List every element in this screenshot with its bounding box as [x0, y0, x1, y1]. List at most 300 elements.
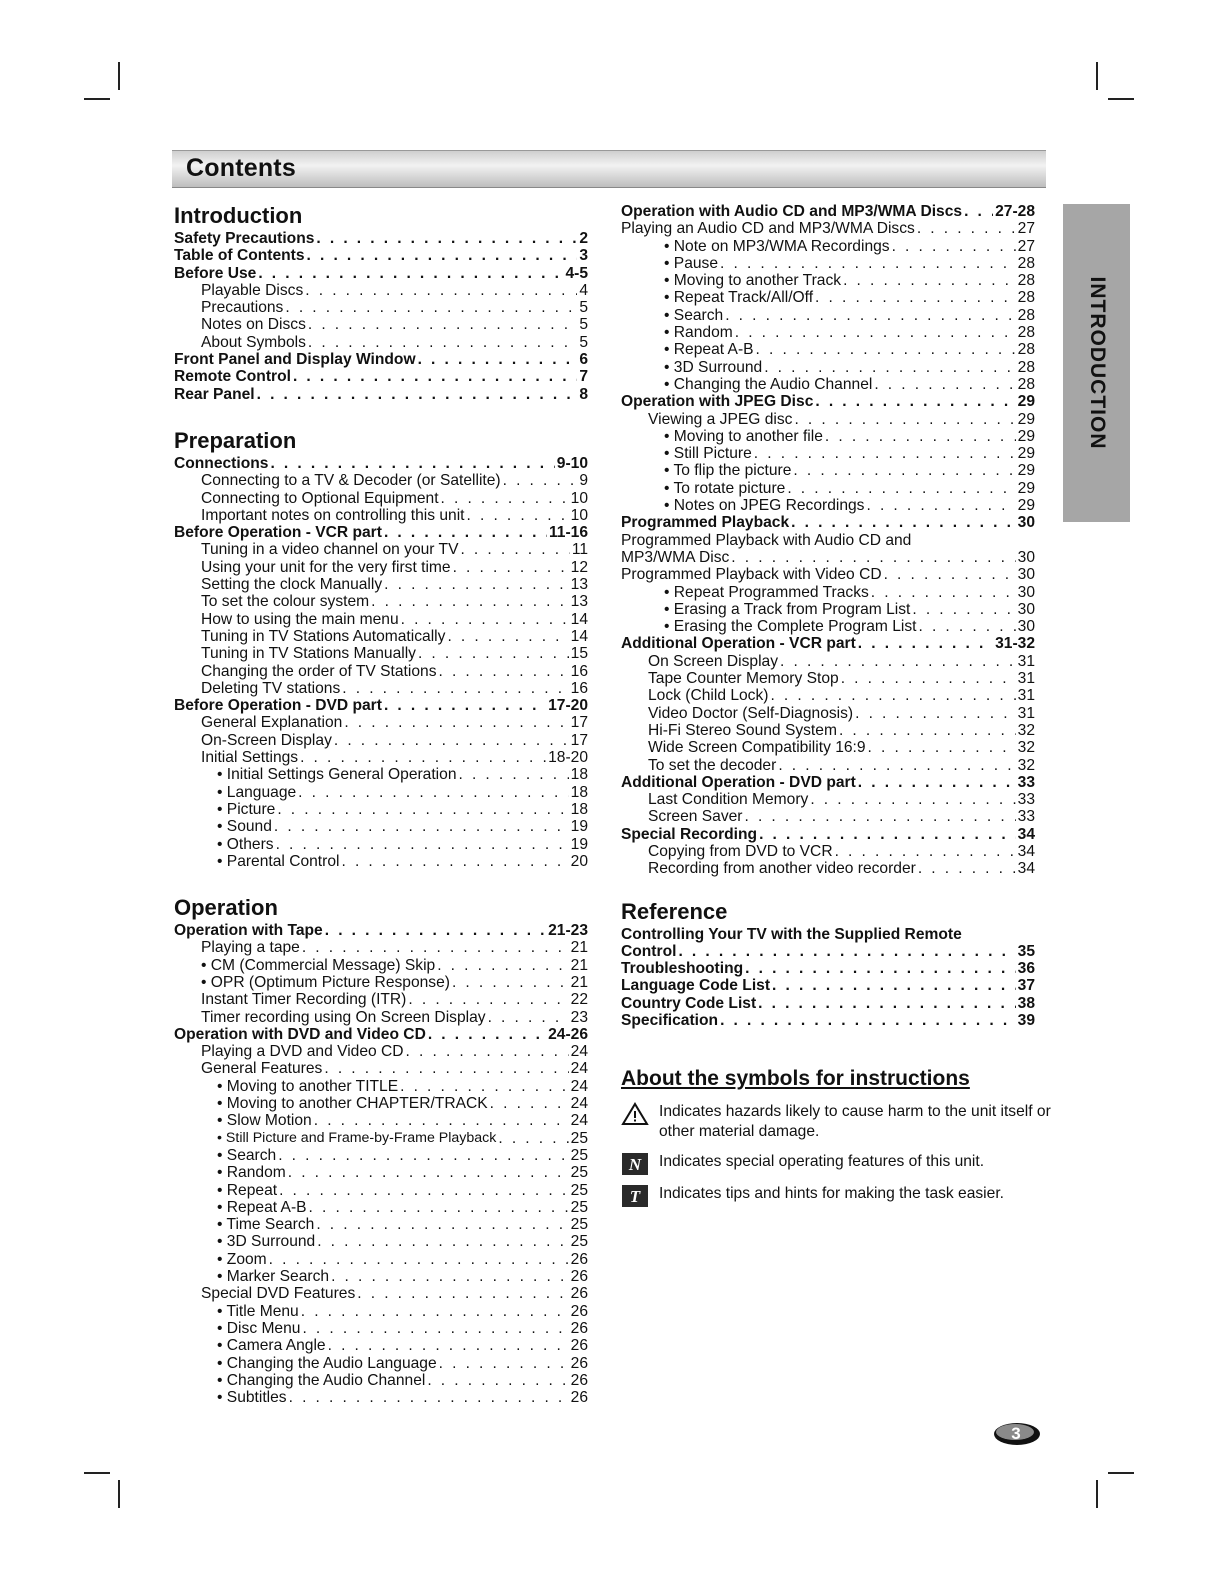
toc-entry[interactable] — [174, 507, 588, 524]
toc-entry-title: • To rotate picture — [664, 479, 786, 497]
toc-entry[interactable] — [621, 843, 1035, 860]
toc-entry[interactable] — [621, 341, 1035, 358]
toc-entry[interactable] — [174, 818, 588, 835]
dot-leader — [300, 749, 546, 766]
dot-leader — [772, 977, 1016, 994]
toc-entry[interactable] — [174, 1199, 588, 1216]
toc-entry-title: Initial Settings — [201, 749, 299, 767]
toc-entry-main[interactable] — [174, 524, 588, 541]
toc-entry-title: • Parental Control — [217, 852, 340, 870]
dot-leader — [384, 576, 568, 593]
dot-leader — [745, 960, 1016, 977]
toc-entry-title: Video Doctor (Self-Diagnosis) — [648, 704, 854, 722]
toc-entry-title: • Moving to another CHAPTER/TRACK — [217, 1095, 488, 1113]
toc-page-number: 7 — [579, 368, 588, 386]
dot-leader — [341, 853, 568, 870]
toc-entry-title: Instant Timer Recording (ITR) — [201, 991, 407, 1009]
toc-entry[interactable] — [174, 559, 588, 576]
toc-entry[interactable] — [174, 991, 588, 1008]
toc-entry[interactable] — [621, 480, 1035, 497]
toc-entry-title: • Random — [217, 1164, 286, 1182]
toc-page-number: 3 — [579, 247, 588, 265]
toc-entry-title: • Erasing the Complete Program List — [664, 618, 917, 636]
toc-entry[interactable] — [174, 1130, 588, 1147]
toc-entry-title: • OPR (Optimum Picture Response) — [201, 973, 450, 991]
dot-leader — [309, 1199, 569, 1216]
dot-leader — [428, 1026, 546, 1043]
toc-page-number: 25 — [570, 1129, 588, 1147]
dot-leader — [498, 1130, 568, 1147]
toc-entry[interactable] — [621, 324, 1035, 341]
dot-leader — [308, 316, 577, 333]
toc-entry[interactable] — [174, 1009, 588, 1026]
symbols-section — [621, 1064, 1051, 1208]
toc-entry-main[interactable] — [174, 386, 588, 403]
dot-leader — [279, 1182, 569, 1199]
toc-entry[interactable] — [174, 1216, 588, 1233]
toc-entry[interactable] — [621, 705, 1035, 722]
toc-left-column — [174, 200, 588, 1406]
toc-entry-title: Last Condition Memory — [648, 791, 809, 809]
toc-entry[interactable] — [174, 1147, 588, 1164]
section-heading: Reference — [621, 898, 728, 924]
toc-entry-title: Tuning in TV Stations Automatically — [201, 627, 446, 645]
toc-entry-title: Operation with DVD and Video CD — [174, 1025, 426, 1043]
toc-entry[interactable] — [174, 801, 588, 818]
toc-entry-main[interactable] — [621, 774, 1035, 791]
toc-page-number: 19 — [570, 835, 588, 853]
toc-entry-title: • Search — [664, 306, 724, 324]
dot-leader — [331, 1268, 569, 1285]
toc-page-number: 36 — [1017, 960, 1035, 978]
toc-page-number: 17-20 — [548, 697, 588, 715]
toc-entry[interactable] — [174, 316, 588, 333]
dot-leader — [778, 757, 1015, 774]
dot-leader — [918, 860, 1016, 877]
toc-entry-title: • Time Search — [217, 1216, 315, 1234]
crop-mark — [1096, 62, 1098, 90]
toc-entry-title: Special DVD Features — [201, 1285, 356, 1303]
toc-entry-title: Specification — [621, 1012, 719, 1030]
toc-entry[interactable] — [174, 1268, 588, 1285]
toc-entry[interactable] — [174, 766, 588, 783]
toc-page-number: 28 — [1017, 254, 1035, 272]
toc-entry[interactable] — [174, 1043, 588, 1060]
crop-mark — [1108, 1472, 1134, 1474]
section-spacer — [621, 878, 1035, 896]
toc-page-number: 13 — [570, 593, 588, 611]
toc-entry[interactable] — [174, 836, 588, 853]
toc-entry-title: • 3D Surround — [664, 358, 763, 376]
toc-page-number: 26 — [570, 1319, 588, 1337]
toc-entry[interactable] — [174, 1372, 588, 1389]
dot-leader — [439, 1355, 569, 1372]
toc-page-number: 28 — [1017, 341, 1035, 359]
toc-entry-title: • Marker Search — [217, 1268, 330, 1286]
toc-entry-main[interactable] — [621, 977, 1035, 994]
toc-page-number: 15 — [570, 645, 588, 663]
toc-entry[interactable] — [174, 1285, 588, 1302]
toc-entry[interactable] — [621, 255, 1035, 272]
toc-entry[interactable] — [174, 472, 588, 489]
dot-leader — [325, 922, 546, 939]
dot-leader — [334, 732, 569, 749]
toc-entry-title: • Moving to another Track — [664, 272, 842, 290]
symbol-row — [621, 1184, 1051, 1208]
toc-page-number: 26 — [570, 1250, 588, 1268]
toc-page-number: 34 — [1017, 860, 1035, 878]
dot-leader — [460, 541, 569, 558]
dot-leader — [328, 1337, 569, 1354]
toc-page-number: 26 — [570, 1354, 588, 1372]
crop-mark — [84, 98, 110, 100]
toc-page-number: 6 — [579, 351, 588, 369]
dot-leader — [835, 843, 1016, 860]
toc-entry-main[interactable] — [174, 1026, 588, 1043]
dot-leader — [490, 1095, 569, 1112]
toc-entry-main[interactable] — [621, 826, 1035, 843]
toc-entry[interactable] — [174, 576, 588, 593]
toc-entry[interactable] — [621, 549, 1035, 566]
dot-leader — [841, 670, 1016, 687]
toc-entry[interactable] — [621, 601, 1035, 618]
toc-entry[interactable] — [174, 593, 588, 610]
section-heading: Preparation — [174, 427, 297, 453]
toc-page-number: 26 — [570, 1285, 588, 1303]
toc-entry-title: To set the colour system — [201, 593, 370, 611]
dot-leader — [439, 663, 569, 680]
toc-entry[interactable] — [621, 376, 1035, 393]
toc-page-number: 25 — [570, 1146, 588, 1164]
toc-entry[interactable] — [174, 1060, 588, 1077]
toc-page-number: 10 — [570, 506, 588, 524]
toc-entry[interactable] — [621, 289, 1035, 306]
toc-page-number: 32 — [1017, 756, 1035, 774]
toc-entry-main[interactable] — [621, 635, 1035, 652]
toc-entry[interactable] — [174, 714, 588, 731]
toc-entry-main[interactable] — [174, 351, 588, 368]
toc-entry-title: • Repeat Programmed Tracks — [664, 583, 869, 601]
dot-leader — [427, 1372, 568, 1389]
toc-page-number: 32 — [1017, 721, 1035, 739]
toc-entry[interactable] — [621, 808, 1035, 825]
toc-page-number: 9-10 — [556, 454, 588, 472]
section-tab — [1063, 204, 1130, 522]
dot-leader — [453, 559, 569, 576]
toc-entry-title: MP3/WMA Disc — [621, 548, 730, 566]
toc-page-number: 29 — [1017, 445, 1035, 463]
toc-right-column — [621, 203, 1035, 1029]
toc-page-number: 30 — [1017, 548, 1035, 566]
toc-entry[interactable] — [621, 497, 1035, 514]
toc-entry[interactable] — [174, 1251, 588, 1268]
toc-entry[interactable] — [621, 307, 1035, 324]
dot-leader — [892, 238, 1016, 255]
toc-page-number: 27-28 — [995, 203, 1035, 220]
toc-page-number: 25 — [570, 1216, 588, 1234]
dot-leader — [289, 1389, 569, 1406]
toc-entry-title: • Repeat A-B — [664, 341, 754, 359]
dot-leader — [825, 428, 1016, 445]
dot-leader — [302, 1320, 568, 1337]
toc-entry-title: • Search — [217, 1146, 277, 1164]
toc-page-number: 14 — [570, 627, 588, 645]
toc-page-number: 27 — [1017, 237, 1035, 255]
toc-page-number: 28 — [1017, 324, 1035, 342]
toc-entry-title: Screen Saver — [648, 808, 743, 826]
dot-leader — [793, 462, 1015, 479]
toc-entry-title: • Subtitles — [217, 1389, 287, 1407]
toc-page-number: 24 — [570, 1112, 588, 1130]
toc-entry[interactable] — [621, 757, 1035, 774]
toc-entry-title: How to using the main menu — [201, 610, 399, 628]
toc-page-number: 29 — [1017, 427, 1035, 445]
toc-entry-title: • Initial Settings General Operation — [217, 766, 457, 784]
toc-entry[interactable] — [621, 359, 1035, 376]
toc-page-number: 5 — [579, 333, 588, 351]
toc-entry-title: Operation with JPEG Disc — [621, 393, 814, 411]
toc-entry[interactable] — [621, 618, 1035, 635]
dot-leader — [307, 247, 578, 264]
toc-entry[interactable] — [174, 1095, 588, 1112]
toc-entry-title: Hi-Fi Stereo Sound System — [648, 721, 837, 739]
toc-entry-main[interactable] — [621, 1012, 1035, 1029]
dot-leader — [278, 1147, 568, 1164]
toc-page-number: 29 — [1017, 393, 1035, 411]
toc-entry-main[interactable] — [174, 368, 588, 385]
toc-entry[interactable] — [621, 566, 1035, 583]
symbol-row — [621, 1102, 1051, 1142]
toc-entry[interactable] — [174, 1337, 588, 1354]
dot-leader — [815, 393, 1015, 410]
toc-entry[interactable] — [174, 939, 588, 956]
toc-page-number: 31 — [1017, 670, 1035, 688]
dot-leader — [308, 334, 577, 351]
toc-entry-title: Recording from another video recorder — [648, 860, 916, 878]
toc-entry[interactable] — [174, 784, 588, 801]
toc-entry[interactable] — [174, 663, 588, 680]
toc-entry-title: Front Panel and Display Window — [174, 351, 416, 369]
toc-entry-title: Language Code List — [621, 977, 771, 995]
toc-page-number: 29 — [1017, 497, 1035, 515]
toc-page-number: 30 — [1017, 600, 1035, 618]
toc-entry-main[interactable] — [174, 455, 588, 472]
toc-page-number: 2 — [579, 230, 588, 247]
toc-entry[interactable] — [174, 749, 588, 766]
note-icon — [621, 1152, 649, 1176]
toc-entry[interactable] — [621, 272, 1035, 289]
toc-entry[interactable] — [174, 1355, 588, 1372]
toc-entry-title: Programmed Playback — [621, 514, 790, 532]
dot-leader — [418, 351, 578, 368]
toc-entry-main[interactable] — [621, 203, 1035, 220]
dot-leader — [503, 472, 578, 489]
toc-entry[interactable] — [174, 282, 588, 299]
toc-page-number: 21 — [570, 956, 588, 974]
toc-entry[interactable] — [174, 680, 588, 697]
toc-entry[interactable] — [174, 1164, 588, 1181]
dot-leader — [874, 376, 1015, 393]
toc-entry[interactable] — [621, 791, 1035, 808]
toc-entry[interactable] — [174, 490, 588, 507]
toc-entry-title: Safety Precautions — [174, 230, 315, 247]
toc-entry-main[interactable] — [174, 265, 588, 282]
toc-entry[interactable] — [174, 334, 588, 351]
toc-entry[interactable] — [174, 732, 588, 749]
toc-entry[interactable] — [621, 653, 1035, 670]
dot-leader — [371, 593, 569, 610]
toc-entry-title: Connections — [174, 454, 269, 472]
toc-entry[interactable] — [174, 853, 588, 870]
toc-entry[interactable] — [621, 238, 1035, 255]
toc-entry-main[interactable] — [174, 922, 588, 939]
toc-entry[interactable] — [621, 739, 1035, 756]
toc-entry-title: Programmed Playback with Video CD — [621, 566, 882, 584]
toc-page-number: 31 — [1017, 687, 1035, 705]
toc-page-number: 18-20 — [548, 749, 588, 767]
toc-page-number: 21 — [570, 939, 588, 957]
toc-page-number: 10 — [570, 489, 588, 507]
toc-entry-title: About Symbols — [201, 333, 306, 351]
dot-leader — [855, 705, 1016, 722]
toc-entry-title: Viewing a JPEG disc — [648, 410, 793, 428]
toc-entry-title: Lock (Child Lock) — [648, 687, 769, 705]
toc-entry[interactable] — [174, 1233, 588, 1250]
toc-entry-main[interactable] — [174, 247, 588, 264]
toc-text-line: Controlling Your TV with the Supplied Remote — [621, 925, 962, 943]
toc-entry-title: Rear Panel — [174, 385, 255, 403]
dot-leader — [866, 497, 1015, 514]
toc-page-number: 25 — [570, 1198, 588, 1216]
toc-entry-title: Connecting to a TV & Decoder (or Satellite) — [201, 472, 501, 490]
section-heading: Operation — [174, 895, 278, 921]
toc-entry[interactable] — [174, 1078, 588, 1095]
toc-entry[interactable] — [621, 670, 1035, 687]
dot-leader — [406, 1043, 569, 1060]
toc-page-number: 23 — [570, 1008, 588, 1026]
toc-entry[interactable] — [174, 299, 588, 316]
toc-entry[interactable] — [174, 628, 588, 645]
toc-entry-main[interactable] — [174, 697, 588, 714]
toc-page-number: 30 — [1017, 566, 1035, 584]
toc-entry[interactable] — [174, 645, 588, 662]
symbol-row — [621, 1152, 1051, 1176]
toc-entry-title: Before Use — [174, 264, 257, 282]
dot-leader — [437, 957, 568, 974]
toc-entry-main[interactable] — [621, 514, 1035, 531]
toc-entry-title: Troubleshooting — [621, 960, 744, 978]
toc-entry[interactable] — [621, 220, 1035, 237]
toc-entry-main[interactable] — [621, 995, 1035, 1012]
dot-leader — [756, 341, 1016, 358]
toc-page-number: 25 — [570, 1233, 588, 1251]
dot-leader — [400, 1078, 569, 1095]
toc-entry[interactable] — [174, 611, 588, 628]
dot-leader — [964, 203, 993, 220]
dot-leader — [274, 818, 569, 835]
toc-page-number: 39 — [1017, 1012, 1035, 1030]
toc-entry-title: General Explanation — [201, 714, 343, 732]
toc-entry-main[interactable] — [621, 943, 1035, 960]
section-spacer — [174, 870, 588, 892]
toc-entry[interactable] — [621, 445, 1035, 462]
toc-entry-main[interactable] — [174, 230, 588, 247]
dot-leader — [344, 714, 568, 731]
dot-leader — [759, 826, 1016, 843]
toc-entry-title: Timer recording using On Screen Display — [201, 1008, 486, 1026]
toc-entry[interactable] — [174, 1389, 588, 1406]
toc-page-number: 12 — [570, 558, 588, 576]
crop-mark — [118, 62, 120, 90]
toc-entry[interactable] — [621, 428, 1035, 445]
crop-mark — [1108, 98, 1134, 100]
toc-entry-title: • Zoom — [217, 1250, 267, 1268]
toc-entry-main[interactable] — [621, 960, 1035, 977]
toc-entry-title: Connecting to Optional Equipment — [201, 489, 439, 507]
toc-page-number: 25 — [570, 1164, 588, 1182]
toc-entry-title: Playing a DVD and Video CD — [201, 1043, 404, 1061]
toc-entry[interactable] — [621, 860, 1035, 877]
toc-page-number: 19 — [570, 818, 588, 836]
toc-page-number: 13 — [570, 576, 588, 594]
toc-page-number: 24-26 — [548, 1025, 588, 1043]
toc-entry[interactable] — [174, 1112, 588, 1129]
toc-entry[interactable] — [174, 1303, 588, 1320]
crop-mark — [1096, 1480, 1098, 1508]
page-title: Contents — [186, 154, 296, 182]
dot-leader — [791, 514, 1015, 531]
dot-leader — [342, 680, 568, 697]
toc-entry-title: • Erasing a Track from Program List — [664, 600, 911, 618]
toc-entry[interactable] — [174, 974, 588, 991]
toc-entry[interactable] — [621, 722, 1035, 739]
toc-page-number: 26 — [570, 1389, 588, 1407]
dot-leader — [839, 722, 1016, 739]
toc-entry[interactable] — [621, 411, 1035, 428]
toc-page-number: 18 — [570, 783, 588, 801]
toc-entry[interactable] — [174, 541, 588, 558]
toc-entry-title: • Others — [217, 835, 274, 853]
toc-page-number: 34 — [1017, 825, 1035, 843]
toc-entry-title: • Repeat — [217, 1181, 278, 1199]
toc-entry-title: On-Screen Display — [201, 731, 332, 749]
toc-entry[interactable] — [174, 957, 588, 974]
toc-entry-title: • Changing the Audio Channel — [664, 375, 873, 393]
toc-page-number: 24 — [570, 1060, 588, 1078]
dot-leader — [277, 801, 568, 818]
toc-entry-title: Tuning in TV Stations Manually — [201, 645, 416, 663]
toc-page-number: 29 — [1017, 410, 1035, 428]
dot-leader — [301, 1303, 569, 1320]
toc-entry-title: • Repeat A-B — [217, 1198, 307, 1216]
toc-entry-title: • Pause — [664, 254, 719, 272]
toc-entry[interactable] — [621, 687, 1035, 704]
dot-leader — [770, 687, 1015, 704]
contents-banner — [172, 150, 1046, 188]
toc-entry-main[interactable] — [621, 393, 1035, 410]
toc-entry[interactable] — [174, 1320, 588, 1337]
svg-text:T: T — [629, 1187, 641, 1206]
toc-entry[interactable] — [174, 1182, 588, 1199]
toc-page-number: 11 — [571, 541, 588, 559]
toc-entry-title: Notes on Discs — [201, 316, 306, 334]
toc-entry[interactable] — [621, 584, 1035, 601]
toc-entry[interactable] — [621, 462, 1035, 479]
toc-page-number: 16 — [570, 679, 588, 697]
dot-leader — [258, 265, 563, 282]
dot-leader — [276, 836, 569, 853]
toc-entry-title: • Picture — [217, 800, 276, 818]
